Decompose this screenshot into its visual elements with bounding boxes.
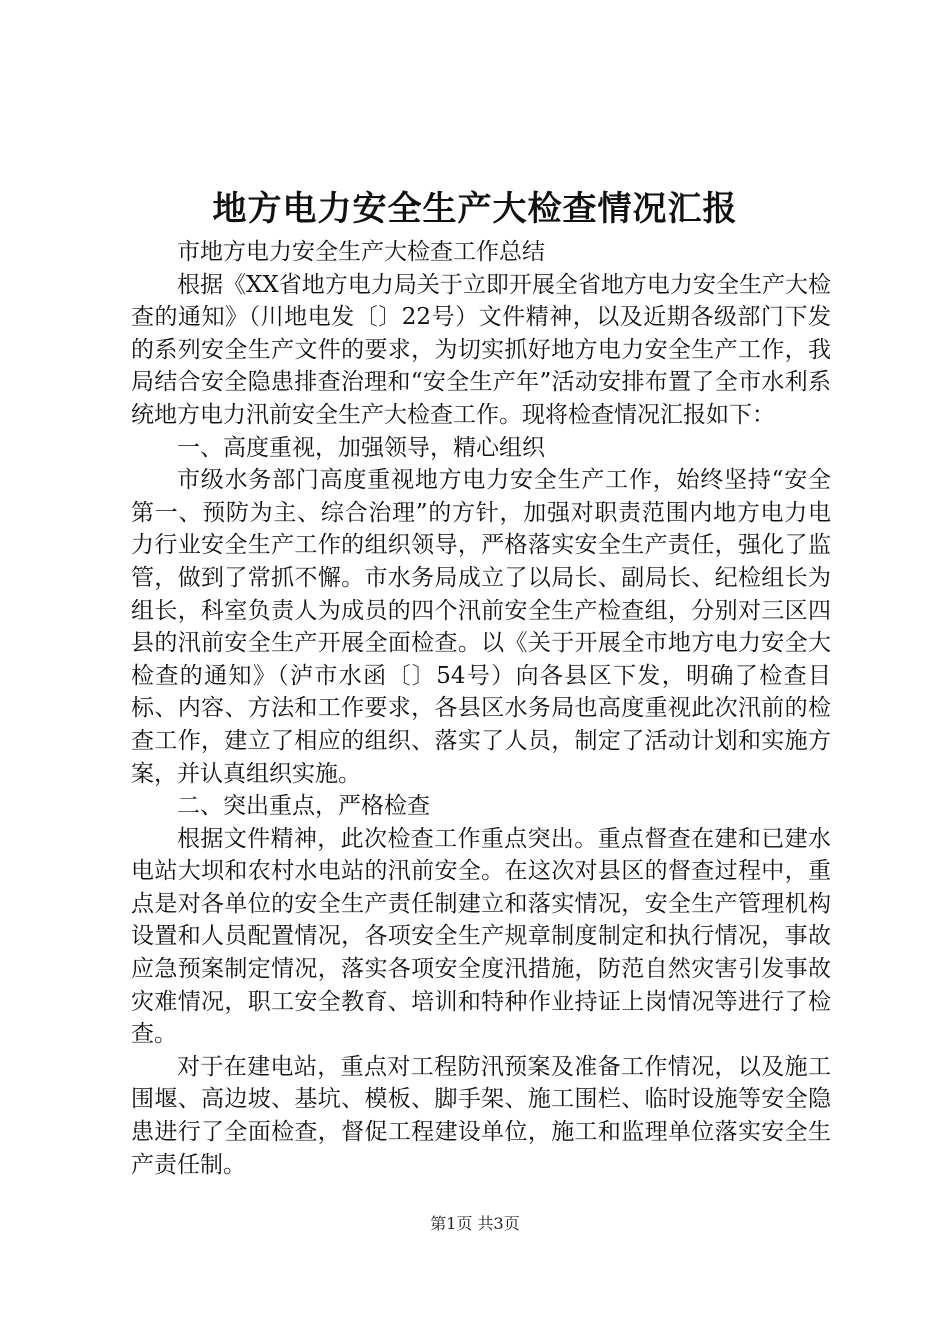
document-title: 地方电力安全生产大检查情况汇报 bbox=[212, 189, 738, 229]
paragraph-subtitle: 市地方电力安全生产大检查工作总结 bbox=[177, 239, 545, 265]
page-footer: 第1页 共3页 bbox=[430, 1214, 520, 1233]
paragraph-section-1: 市级水务部门高度重视地方电力安全生产工作，始终坚持“安全第一、预防为主、综合治理”的方针，加强对职责范围内地方电力电力行业安全生产工作的组织领导，严格落实安全生产责任，强化了监管，做到了常抓不懈。市水务局成立了以局长、副局长、纪检组长为组长，科室负责人为成员的四个汛前安全生产检查组，分别对三区四县的汛前安全生产开展全面检查。以《关于开展全市地方电力安全大检查的通知》（泸市水函〔〕54号）向各县区下发，明确了检查目标、内容、方法和工作要求，各县区水务局也高度重视此次汛前的检查工作，建立了相应的组织、落实了人员，制定了活动计划和实施方案，并认真组织实施。 bbox=[131, 467, 831, 787]
paragraph-intro: 根据《XX省地方电力局关于立即开展全省地方电力安全生产大检查的通知》（川地电发〔〕22号）文件精神，以及近期各级部门下发的系列安全生产文件的要求，为切实抓好地方电力安全生产工作，我局结合安全隐患排查治理和“安全生产年”活动安排布置了全市水利系统地方电力汛前安全生产大检查工作。现将检查情况汇报如下： bbox=[131, 271, 831, 428]
paragraph-construction: 对于在建电站，重点对工程防汛预案及准备工作情况，以及施工围堰、高边坡、基坑、模板、脚手架、施工围栏、临时设施等安全隐患进行了全面检查，督促工程建设单位，施工和监理单位落实安全生产责任制。 bbox=[131, 1053, 831, 1178]
document-body bbox=[131, 236, 831, 1181]
section-heading-2: 二、突出重点，严格检查 bbox=[177, 793, 430, 820]
section-heading-1: 一、高度重视，加强领导，精心组织 bbox=[177, 434, 545, 461]
paragraph-section-2: 根据文件精神，此次检查工作重点突出。重点督查在建和已建水电站大坝和农村水电站的汛前安全。在这次对县区的督查过程中，重点是对各单位的安全生产责任制建立和落实情况，安全生产管理机构设置和人员配置情况，各项安全生产规章制度制定和执行情况，事故应急预案制定情况，落实各项安全度汛措施，防范自然灾害引发事故灾难情况，职工安全教育、培训和特种作业持证上岗情况等进行了检查。 bbox=[131, 825, 831, 1048]
